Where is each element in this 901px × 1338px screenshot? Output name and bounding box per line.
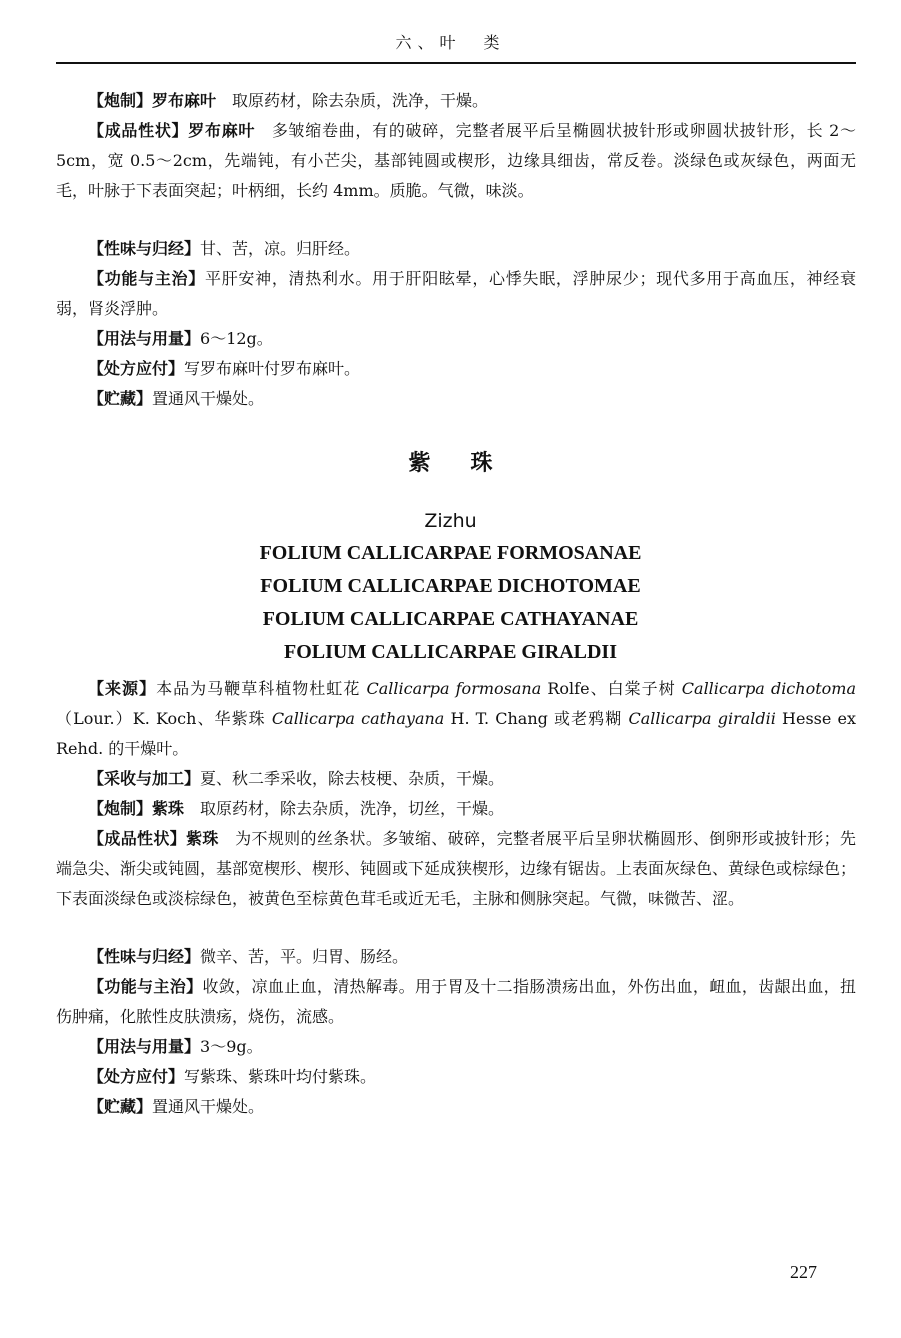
label-function-1: 【功能与主治】 xyxy=(88,269,205,288)
species-formosana: Callicarpa formosana xyxy=(366,679,542,698)
label-prescription-1: 【处方应付】 xyxy=(88,359,185,378)
label-function-2: 【功能与主治】 xyxy=(88,977,203,996)
text-processing-1: 取原药材，除去杂质，洗净，干燥。 xyxy=(216,91,489,110)
label-dosage-2: 【用法与用量】 xyxy=(88,1037,201,1056)
label-processing-1: 【炮制】罗布麻叶 xyxy=(88,91,217,110)
label-processing-2: 【炮制】紫珠 xyxy=(88,799,185,818)
text-source-part3: （Lour.）K. Koch、华紫珠 xyxy=(56,709,272,728)
species-dichotoma: Callicarpa dichotoma xyxy=(681,679,856,698)
text-source-part5: Hesse ex Rehd. 的干燥叶。 xyxy=(56,709,856,758)
label-appearance-2: 【成品性状】紫珠 xyxy=(88,829,219,848)
page-number: 227 xyxy=(790,1262,817,1282)
label-harvest-2: 【采收与加工】 xyxy=(88,769,201,788)
text-dosage-2: 3～9g。 xyxy=(200,1037,263,1056)
latin-name-3: FOLIUM CALLICARPAE CATHAYANAE xyxy=(262,608,639,630)
text-source-part1: 本品为马鞭草科植物杜虹花 xyxy=(156,679,367,698)
text-harvest-2: 夏、秋二季采收，除去枝梗、杂质，干燥。 xyxy=(200,769,505,788)
species-cathayana: Callicarpa cathayana xyxy=(271,709,445,728)
paragraph-processing-2 xyxy=(56,794,856,824)
text-storage-2: 置通风干燥处。 xyxy=(152,1097,265,1116)
text-appearance-2: 为不规则的丝条状。多皱缩、破碎，完整者展平后呈卵状椭圆形、倒卵形或披针形；先端急尖、渐尖或钝圆，基部宽楔形、楔形、钝圆或下延成狭楔形，边缘有锯齿。上表面灰绿色、黄绿色或棕绿色；下表面淡绿色或淡棕绿色，被黄色至棕黄色茸毛或近无毛，主脉和侧脉突起。气微，味微苦、涩。 xyxy=(56,829,857,908)
latin-name-4: FOLIUM CALLICARPAE GIRALDII xyxy=(284,641,617,663)
label-source-2: 【来源】 xyxy=(88,679,157,698)
latin-name-2: FOLIUM CALLICARPAE DICHOTOMAE xyxy=(260,575,641,597)
text-prescription-2: 写紫珠、紫珠叶均付紫珠。 xyxy=(184,1067,377,1086)
latin-name-1: FOLIUM CALLICARPAE FORMOSANAE xyxy=(259,542,642,564)
text-prescription-1: 写罗布麻叶付罗布麻叶。 xyxy=(184,359,361,378)
text-function-2: 收敛，凉血止血，清热解毒。用于胃及十二指肠溃疡出血，外伤出血，衄血，齿龈出血，扭伤肿痛，化脓性皮肤溃疡，烧伤，流感。 xyxy=(56,977,856,1026)
label-storage-2: 【贮藏】 xyxy=(88,1097,153,1116)
paragraph-appearance-2 xyxy=(56,824,856,914)
text-function-1: 平肝安神，清热利水。用于肝阳眩晕，心悸失眠，浮肿尿少；现代多用于高血压，神经衰弱，肾炎浮肿。 xyxy=(56,269,856,318)
entry-title: 紫珠 xyxy=(408,451,533,476)
label-prescription-2: 【处方应付】 xyxy=(88,1067,185,1086)
running-head: 六、叶 类 xyxy=(395,33,506,52)
label-dosage-1: 【用法与用量】 xyxy=(88,329,201,348)
paragraph-processing-1 xyxy=(56,86,856,116)
paragraph-nature-2 xyxy=(56,942,856,972)
text-nature-1: 甘、苦，凉。归肝经。 xyxy=(200,239,361,258)
label-nature-2: 【性味与归经】 xyxy=(88,947,201,966)
paragraph-nature-1 xyxy=(56,234,856,264)
paragraph-source-2 xyxy=(56,674,856,764)
paragraph-storage-2 xyxy=(56,1092,856,1122)
species-giraldii: Callicarpa giraldii xyxy=(628,709,776,728)
paragraph-function-2 xyxy=(56,972,856,1032)
label-nature-1: 【性味与归经】 xyxy=(88,239,201,258)
paragraph-appearance-1 xyxy=(56,116,856,206)
text-nature-2: 微辛、苦，平。归胃、肠经。 xyxy=(200,947,409,966)
paragraph-dosage-2 xyxy=(56,1032,856,1062)
header-rule xyxy=(56,62,856,64)
text-appearance-1: 多皱缩卷曲，有的破碎，完整者展平后呈椭圆状披针形或卵圆状披针形，长 2～5cm，宽 0.5～2cm，先端钝，有小芒尖，基部钝圆或楔形，边缘具细齿，常反卷。淡绿色或灰绿色，两面无毛，叶脉于下表面突起；叶柄细，长约 4mm。质脆。气微，味淡。 xyxy=(56,121,856,200)
text-dosage-1: 6～12g。 xyxy=(200,329,273,348)
label-storage-1: 【贮藏】 xyxy=(88,389,153,408)
paragraph-harvest-2 xyxy=(56,764,856,794)
text-storage-1: 置通风干燥处。 xyxy=(152,389,265,408)
text-source-part2: Rolfe、白棠子树 xyxy=(541,679,682,698)
text-processing-2: 取原药材，除去杂质，洗净，切丝，干燥。 xyxy=(184,799,505,818)
paragraph-prescription-2 xyxy=(56,1062,856,1092)
text-source-part4: H. T. Chang 或老鸦糊 xyxy=(444,709,629,728)
paragraph-function-1 xyxy=(56,264,856,324)
paragraph-storage-1 xyxy=(56,384,856,414)
entry-pinyin: Zizhu xyxy=(424,510,477,532)
label-appearance-1: 【成品性状】罗布麻叶 xyxy=(88,121,256,140)
paragraph-dosage-1 xyxy=(56,324,856,354)
paragraph-prescription-1 xyxy=(56,354,856,384)
